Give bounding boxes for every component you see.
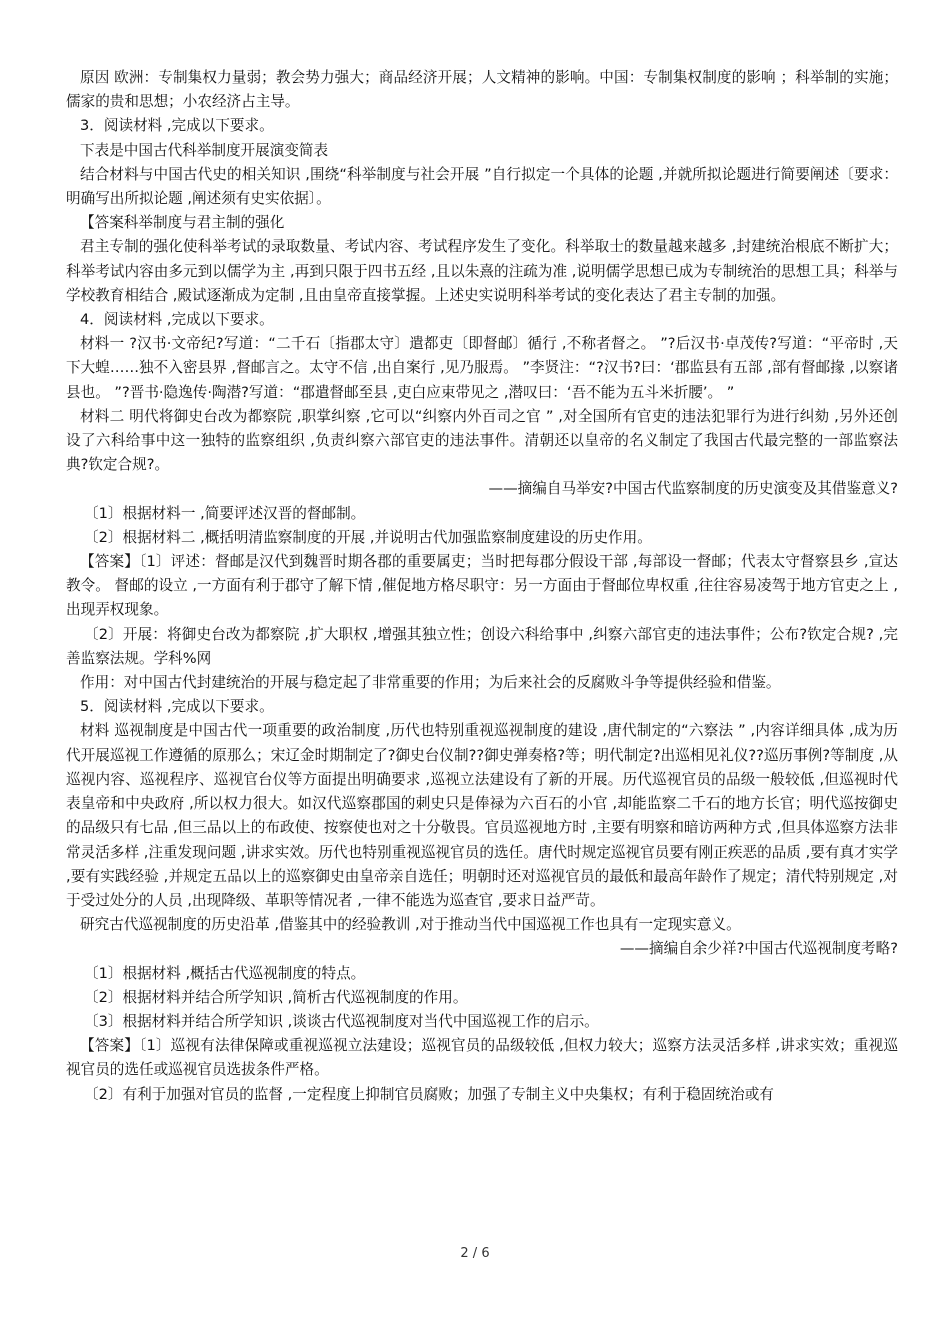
table-caption: 下表是中国古代科举制度开展演变简表: [80, 141, 329, 159]
question-4-2: 〔2〕根据材料二 ,概括明清监察制度的开展 ,并说明古代加强监察制度建设的历史作用。: [84, 528, 652, 546]
answer-5-2: 〔2〕有利于加强对官员的监督 ,一定程度上抑制官员腐败；加强了专制主义中央集权；有利于稳固统治或有: [84, 1085, 774, 1103]
question-3-prompt: 结合材料与中国古代史的相关知识 ,围绕“科举制度与社会开展 ”自行拟定一个具体的论题 ,并就所拟论题进行简要阐述〔要求：明确写出所拟论题 ,阐述须有史实依据〕。: [66, 165, 898, 208]
material-4-1: 材料一 ?汉书·文帝纪?写道：“二千石〔指郡太守〕遣都吏〔即督邮〕循行 ,不称者督之。 ”?后汉书·卓茂传?写道：“平帝时 ,天下大蝗……独不入密县界 ,督邮言之。太守不信 ,出自案行 ,见乃服焉。 ”李贤注：“?汉书?曰：‘郡监县有五部 ,部有督邮掾 ,以察诸县也。 ”?晋书·隐逸传·陶潜?写道：“郡遣督邮至县 ,吏白应束带见之 ,潜叹曰：‘吾不能为五斗米折腰’。 ”: [66, 335, 898, 401]
material-4-2: 材料二 明代将御史台改为都察院 ,职掌纠察 ,它可以“纠察内外百司之官 ” ,对全国所有官吏的违法犯罪行为进行纠劾 ,另外还创设了六科给事中这一独特的监察组织 ,负责纠察六部官吏的违法事件。清朝还以皇帝的名义制定了我国古代最完整的一部监察法典?钦定合规?。: [66, 407, 898, 474]
material-5: 材料 巡视制度是中国古代一项重要的政治制度 ,历代也特别重视巡视制度的建设 ,唐代制定的“六察法 ” ,内容详细具体 ,成为历代开展巡视工作遵循的原那么；宋辽金时期制定了?御史台仪制??御史弹奏格?等；明代制定?出巡相见礼仪??巡历事例?等制度 ,从巡视内容、巡视程序、巡视官台仪等方面提出明确要求 ,巡视立法建设有了新的开展。历代巡视官员的品级一般较低 ,但巡视时代表皇帝和中央政府 ,所以权力很大。如汉代巡察郡国的刺史只是俸禄为六百石的小官 ,却能监察二千石的地方长官；明代巡按御史的品级只有七品 ,但三品以上的布政使、按察使也对之十分敬畏。官员巡视地方时 ,主要有明察和暗访两种方式 ,但具体巡察方法非常灵活多样 ,注重发现问题 ,讲求实效。历代也特别重视巡视官员的选任。唐代时规定巡视官员要有刚正疾恶的品质 ,要有真才实学 ,要有实践经验 ,并规定五品以上的巡察御史由皇帝亲自选任；明朝时还对巡视官员的最低和最高年龄作了规定；清代特别规定 ,对于受过处分的人员 ,出现降级、革职等情况者 ,一律不能选为巡查官 ,要求日益严苛。: [66, 722, 898, 909]
question-3-heading: 3．阅读材料 ,完成以下要求。: [80, 117, 274, 135]
material-5-conclusion: 研究古代巡视制度的历史沿革 ,借鉴其中的经验教训 ,对于推动当代中国巡视工作也具有一定现实意义。: [80, 916, 741, 934]
answer-3-body: 君主专制的强化使科举考试的录取数量、考试内容、考试程序发生了变化。科举取士的数量越来越多 ,封建统治根底不断扩大；科举考试内容由多元到以儒学为主 ,再到只限于四书五经 ,且以朱熹的注疏为准 ,说明儒学思想已成为专制统治的思想工具；科举与学校教育相结合 ,殿试逐渐成为定制 ,且由皇帝直接掌握。上述史实说明科举考试的变化表达了君主专制的加强。: [66, 238, 898, 304]
answer-4-2: 〔2〕开展：将御史台改为都察院 ,扩大职权 ,增强其独立性；创设六科给事中 ,纠察六部官吏的违法事件；公布?钦定合规? ,完善监察法规。学科%网: [66, 625, 898, 667]
paragraph-causes: 原因 欧洲：专制集权力量弱；教会势力强大；商品经济开展；人文精神的影响。中国：专制集权制度的影响 ；科举制的实施；儒家的贵和思想；小农经济占主导。: [66, 69, 898, 111]
question-4-1: 〔1〕根据材料一 ,简要评述汉晋的督邮制。: [84, 504, 366, 522]
question-5-heading: 5．阅读材料 ,完成以下要求。: [80, 698, 274, 716]
answer-5-1: 【答案】〔1〕巡视有法律保障或重视巡视立法建设；巡视官员的品级较低 ,但权力较大；巡察方法灵活多样 ,讲求实效；重视巡视官员的选任或巡视官员选拔条件严格。: [66, 1037, 898, 1079]
answer-3-title: 【答案科举制度与君主制的强化: [80, 214, 285, 232]
question-5-2: 〔2〕根据材料并结合所学知识 ,简析古代巡视制度的作用。: [84, 988, 468, 1006]
answer-4-1: 【答案】〔1〕评述：督邮是汉代到魏晋时期各郡的重要属吏；当时把每郡分假设干部 ,每部设一督邮；代表太守督察县乡 ,宣达教令。 督邮的设立 ,一方面有利于郡守了解下情 ,催促地方格尽职守：另一方面由于督邮位卑权重 ,往往容易凌驾于地方官吏之上 ,出现弄权现象。: [66, 553, 898, 619]
source-citation-4: ——摘编自马举安?中国古代监察制度的历史演变及其借鉴意义?: [488, 480, 898, 498]
document-page: [66, 66, 898, 1107]
question-4-heading: 4．阅读材料 ,完成以下要求。: [80, 311, 274, 329]
page-number: 2 / 6: [460, 1246, 490, 1261]
question-5-3: 〔3〕根据材料并结合所学知识 ,谈谈古代巡视制度对当代中国巡视工作的启示。: [84, 1012, 599, 1030]
answer-4-effect: 作用：对中国古代封建统治的开展与稳定起了非常重要的作用；为后来社会的反腐败斗争等提供经验和借鉴。: [80, 674, 781, 692]
question-5-1: 〔1〕根据材料 ,概括古代巡视制度的特点。: [84, 964, 366, 982]
source-citation-5: ——摘编自余少祥?中国古代巡视制度考略?: [619, 940, 898, 958]
